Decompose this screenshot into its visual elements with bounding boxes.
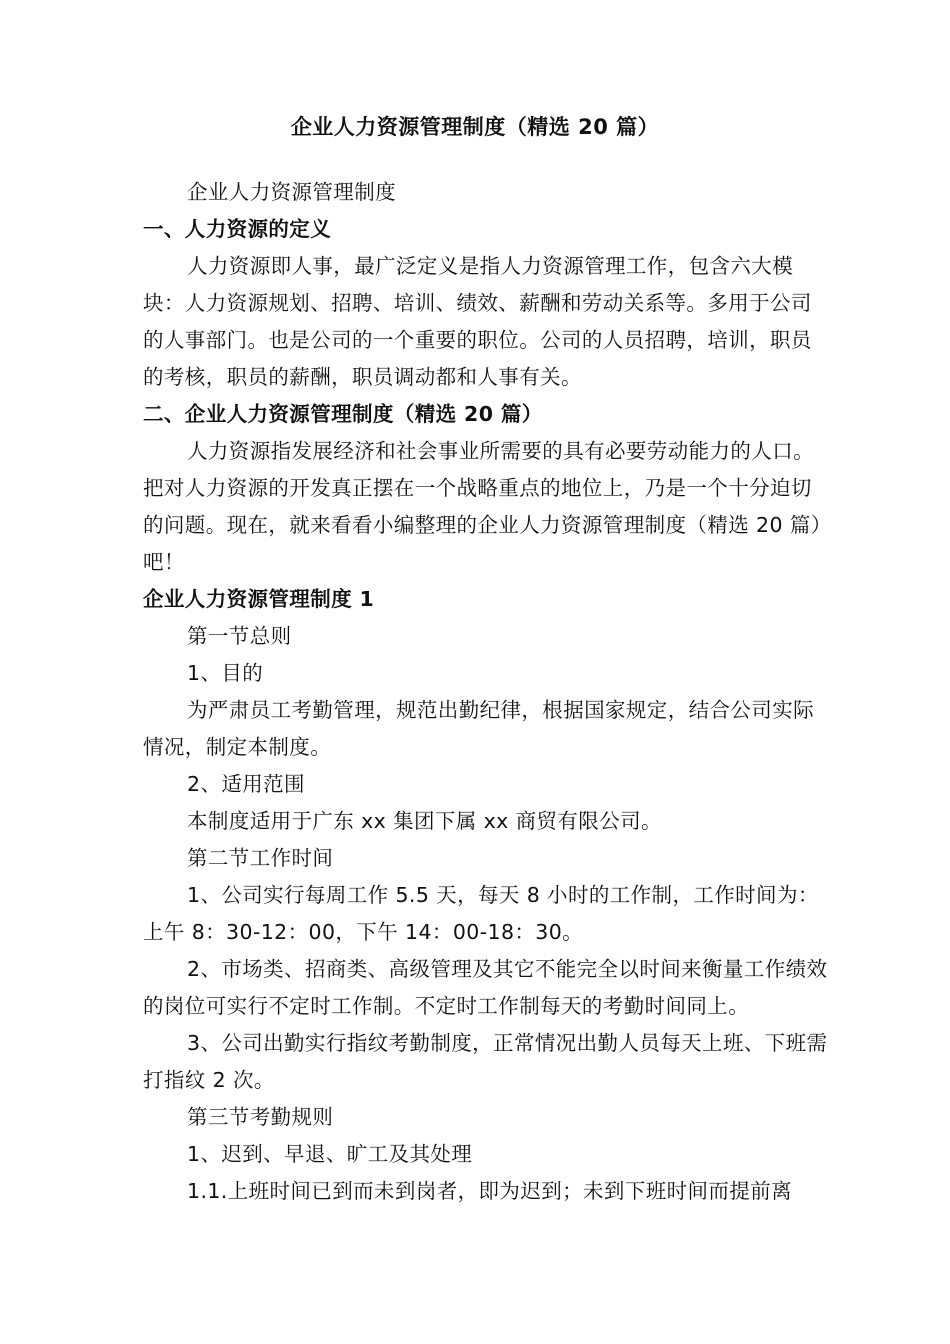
paragraph-definition: 人力资源即人事，最广泛定义是指人力资源管理工作，包含六大模块：人力资源规划、招聘、培训、绩效、薪酬和劳动关系等。多用于公司的人事部门。也是公司的一个重要的职位。公司的人员招聘，培训，职员的考核，职员的薪酬，职员调动都和人事有关。: [143, 254, 812, 389]
paragraph-scope: 本制度适用于广东 xx 集团下属 xx 商贸有限公司。: [187, 809, 662, 833]
item-scope: 2、适用范围: [187, 772, 305, 796]
paragraph-lateness: 1.1.上班时间已到而未到岗者，即为迟到；未到下班时间而提前离: [187, 1179, 793, 1203]
paragraph-doc-name: 企业人力资源管理制度: [187, 180, 396, 204]
heading-management-system: 二、企业人力资源管理制度（精选 20 篇）: [143, 402, 543, 426]
section-general-provisions: 第一节总则: [187, 624, 292, 648]
document-title: 企业人力资源管理制度（精选 20 篇）: [290, 115, 660, 139]
paragraph-purpose: 为严肃员工考勤管理，规范出勤纪律，根据国家规定，结合公司实际情况，制定本制度。: [143, 698, 814, 759]
paragraph-introduction: 人力资源指发展经济和社会事业所需要的具有必要劳动能力的人口。把对人力资源的开发真正摆在一个战略重点的地位上，乃是一个十分迫切的问题。现在，就来看看小编整理的企业人力资源管理制度（精选 20 篇）吧！: [143, 439, 822, 574]
section-attendance-rules: 第三节考勤规则: [187, 1105, 334, 1129]
section-working-hours: 第二节工作时间: [187, 846, 334, 870]
paragraph-hours-3: 3、公司出勤实行指纹考勤制度，正常情况出勤人员每天上班、下班需打指纹 2 次。: [143, 1031, 828, 1092]
item-purpose: 1、目的: [187, 661, 264, 685]
paragraph-hours-2: 2、市场类、招商类、高级管理及其它不能完全以时间来衡量工作绩效的岗位可实行不定时工作制。不定时工作制每天的考勤时间同上。: [143, 957, 828, 1018]
heading-system-1: 企业人力资源管理制度 1: [143, 587, 375, 611]
paragraph-hours-1: 1、公司实行每周工作 5.5 天，每天 8 小时的工作制，工作时间为：上午 8：30-12：00，下午 14：00-18：30。: [143, 883, 819, 944]
item-lateness: 1、迟到、早退、旷工及其处理: [187, 1142, 473, 1166]
heading-definition: 一、人力资源的定义: [143, 217, 332, 241]
document-body: [143, 174, 828, 1210]
